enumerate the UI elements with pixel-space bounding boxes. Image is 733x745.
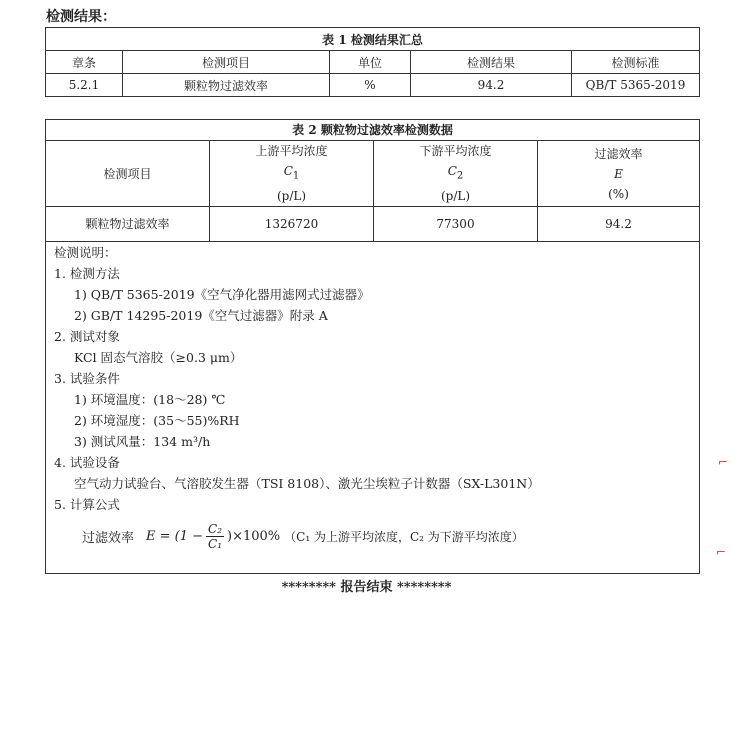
table2-caption: 表 2 颗粒物过滤效率检测数据 — [46, 120, 700, 141]
formula-label: 过滤效率 — [82, 531, 135, 546]
downstream-name: 下游平均浓度 — [419, 144, 492, 158]
efficiency-unit: (%) — [608, 186, 629, 201]
formula-fraction — [206, 522, 224, 551]
test-notes — [45, 240, 700, 574]
header-item: 检测项目 — [46, 141, 210, 207]
note-line: 4. 试验设备 — [54, 455, 120, 470]
table-row — [46, 141, 700, 207]
formula-explain: （C₁ 为上游平均浓度，C₂ 为下游平均浓度） — [284, 530, 524, 544]
note-line: 3. 试验条件 — [54, 371, 120, 386]
filtration-data-table — [45, 119, 700, 242]
table-row — [46, 207, 700, 242]
note-line: 1) 环境温度：(18～28) ℃ — [74, 392, 226, 407]
table-row — [46, 51, 700, 74]
header-downstream — [374, 141, 538, 207]
note-line: 2) 环境湿度：(35～55)%RH — [74, 413, 240, 428]
efficiency-name: 过滤效率 — [594, 146, 643, 161]
notes-title: 检测说明： — [54, 245, 117, 260]
report-end: ******** 报告结束 ******** — [281, 580, 452, 595]
stamp-mark-icon: ⌐ — [718, 455, 729, 469]
note-line: 5. 计算公式 — [54, 497, 120, 512]
header-efficiency — [538, 141, 700, 207]
header-clause: 章条 — [46, 51, 123, 74]
cell-efficiency: 94.2 — [538, 207, 700, 242]
cell-item: 颗粒物过滤效率 — [46, 207, 210, 242]
results-heading: 检测结果： — [46, 9, 116, 25]
efficiency-formula — [82, 522, 524, 551]
formula-denominator: C₁ — [208, 537, 223, 551]
cell-unit: % — [330, 74, 411, 97]
table-row — [46, 74, 700, 97]
downstream-symbol: $C_2$ — [447, 164, 464, 182]
header-standard: 检测标准 — [572, 51, 700, 74]
header-upstream — [210, 141, 374, 207]
note-line: 1) QB/T 5365-2019《空气净化器用滤网式过滤器》 — [74, 287, 370, 302]
upstream-name: 上游平均浓度 — [255, 144, 328, 158]
cell-item: 颗粒物过滤效率 — [123, 74, 330, 97]
stamp-mark-icon: ⌐ — [716, 545, 727, 559]
cell-upstream: 1326720 — [210, 207, 374, 242]
header-unit: 单位 — [330, 51, 411, 74]
formula-lhs: E = (1 − — [146, 529, 204, 544]
table1-caption: 表 1 检测结果汇总 — [46, 28, 700, 51]
note-line: 2. 测试对象 — [54, 329, 120, 344]
note-line: KCl 固态气溶胶（≥0.3 μm） — [74, 350, 243, 365]
summary-table — [45, 27, 700, 97]
formula-numerator: C₂ — [208, 522, 223, 536]
efficiency-symbol: E — [614, 166, 623, 181]
note-line: 2) GB/T 14295-2019《空气过滤器》附录 A — [74, 308, 328, 323]
formula-rhs: )×100% — [227, 529, 281, 544]
note-line: 1. 检测方法 — [54, 266, 120, 281]
note-line: 空气动力试验台、气溶胶发生器（TSI 8108）、激光尘埃粒子计数器（SX-L301N） — [74, 476, 540, 491]
cell-standard: QB/T 5365-2019 — [572, 74, 700, 97]
downstream-unit: (p/L) — [440, 189, 471, 204]
header-item: 检测项目 — [123, 51, 330, 74]
cell-result: 94.2 — [411, 74, 572, 97]
note-line: 3) 测试风量：134 m³/h — [74, 434, 211, 449]
header-result: 检测结果 — [411, 51, 572, 74]
upstream-symbol: $C_1$ — [283, 164, 300, 182]
cell-clause: 5.2.1 — [46, 74, 123, 97]
upstream-unit: (p/L) — [276, 189, 307, 204]
cell-downstream: 77300 — [374, 207, 538, 242]
